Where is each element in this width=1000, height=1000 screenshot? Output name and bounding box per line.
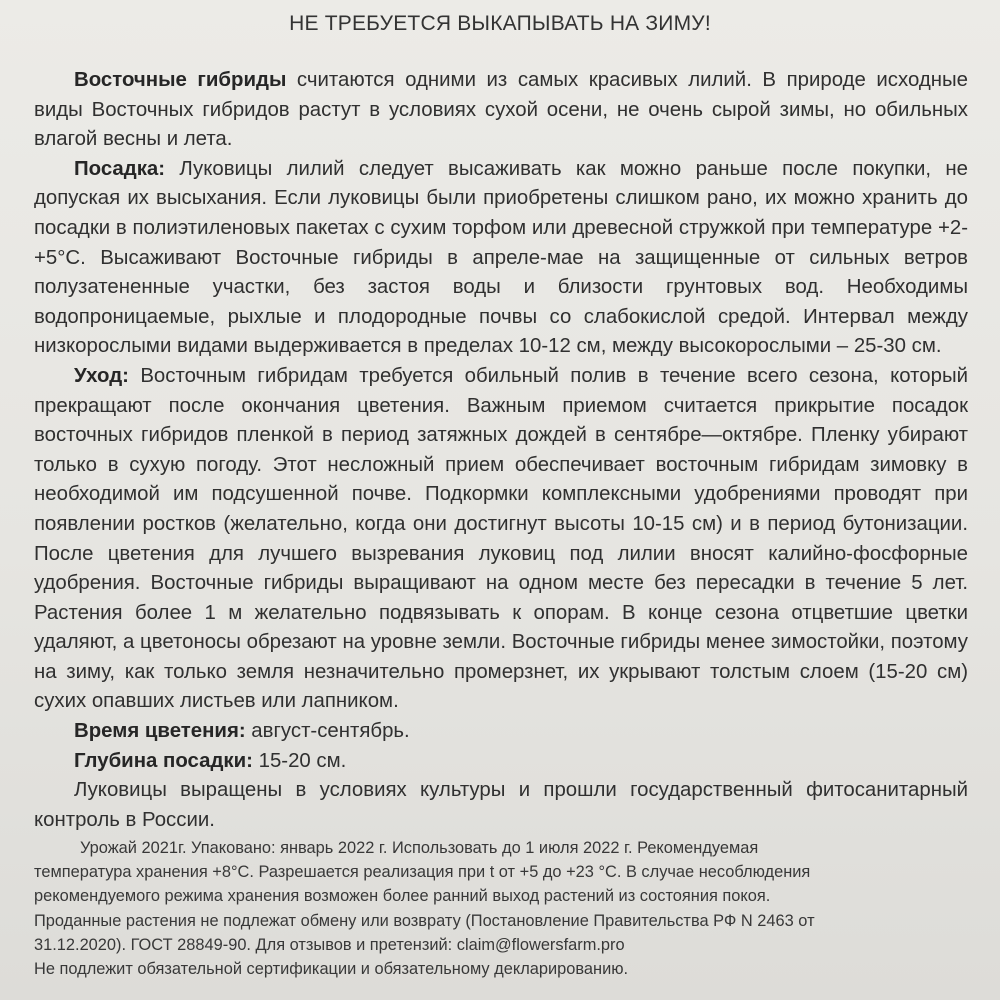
planting-title: Посадка: <box>74 157 166 180</box>
footer-line: рекомендуемого режима хранения возможен более ранний выход растений из состояния покоя. <box>34 887 771 906</box>
footer-line: Не подлежит обязательной сертификации и обязательному декларированию. <box>34 960 629 979</box>
intro-title: Восточные гибриды <box>74 69 287 91</box>
intro-text: считаются одними из самых красивых лилий. В природе исходные виды Восточных гибридов растут в условиях сухой осени, не очень сырой зимы, но обильных влагой весны и лета. <box>34 69 968 151</box>
care-text: Восточным гибридам требуется обильный полив в течение всего сезона, который прекращают после окончания цветения. Важным приемом считается прикрытие посадок восточных гибридов пленкой в период затяжных дождей в сентябре—октябре. Пленку убирают только в сухую погоду. Этот несложный прием обеспечивает восточным гибридам зимовку в необходимой им подсушенной почве. Подкормки комплексными удобрениями проводят при появлении ростков (желательно, когда они достигнут высоты 10-15 см) и в период бутонизации. После цветения для лучшего вызревания луковиц под лилии вносят калийно-фосфорные удобрения. Восточные гибриды выращивают на одном месте без пересадки в течение 5 лет. Растения более 1 м желательно подвязывать к опорам. В конце сезона отцветшие цветки удаляют, а цветоносы обрезают на уровне земли. Восточные гибриды менее зимостойки, поэтому на зиму, как только земля незначительно промерзнет, их укрывают толстым слоем (15-20 см) сухих опавших листьев или лапником. <box>34 364 968 713</box>
bloom-paragraph <box>34 717 968 747</box>
care-title: Уход: <box>74 364 129 387</box>
footer-line: Урожай 2021г. Упаковано: январь 2022 г. Использовать до 1 июля 2022 г. Рекомендуемая <box>80 839 759 857</box>
depth-title: Глубина посадки: <box>74 749 253 772</box>
storage-info <box>34 836 974 981</box>
footer-line: Проданные растения не подлежат обмену или возврату (Постановление Правительства РФ N 2463 от <box>34 911 815 930</box>
depth-text: 15-20 см. <box>252 749 347 772</box>
description-text <box>34 66 968 835</box>
depth-paragraph <box>34 747 968 777</box>
care-paragraph <box>34 362 968 717</box>
footer-line: 31.12.2020). ГОСТ 28849-90. Для отзывов и претензий: claim@flowersfarm.pro <box>34 935 625 954</box>
footer-line: температура хранения +8°С. Разрешается реализация при t от +5 до +23 °С. В случае несоблюдения <box>34 863 811 882</box>
page-heading: НЕ ТРЕБУЕТСЯ ВЫКАПЫВАТЬ НА ЗИМУ! <box>289 12 711 35</box>
planting-paragraph <box>34 155 968 362</box>
bloom-text: август-сентябрь. <box>245 720 410 743</box>
control-paragraph: Луковицы выращены в условиях культуры и прошли государственный фитосанитарный контроль в России. <box>34 779 968 831</box>
intro-paragraph <box>34 66 968 155</box>
bloom-title: Время цветения: <box>74 720 246 743</box>
planting-text: Луковицы лилий следует высаживать как можно раньше после покупки, не допуская их высыхания. Если луковицы были приобретены слишком рано, их можно хранить до посадки в полиэтиленовых пакетах с сухим торфом или древесной стружкой при температуре +2-+5°С. Высаживают Восточные гибриды в апреле-мае на защищенные от сильных ветров полузатененные участки, без застоя воды и близости грунтовых вод. Необходимы водопроницаемые, рыхлые и плодородные почвы со слабокислой средой. Интервал между низкорослыми видами выдерживается в пределах 10-12 см, между высокорослыми – 25-30 см. <box>34 157 968 358</box>
